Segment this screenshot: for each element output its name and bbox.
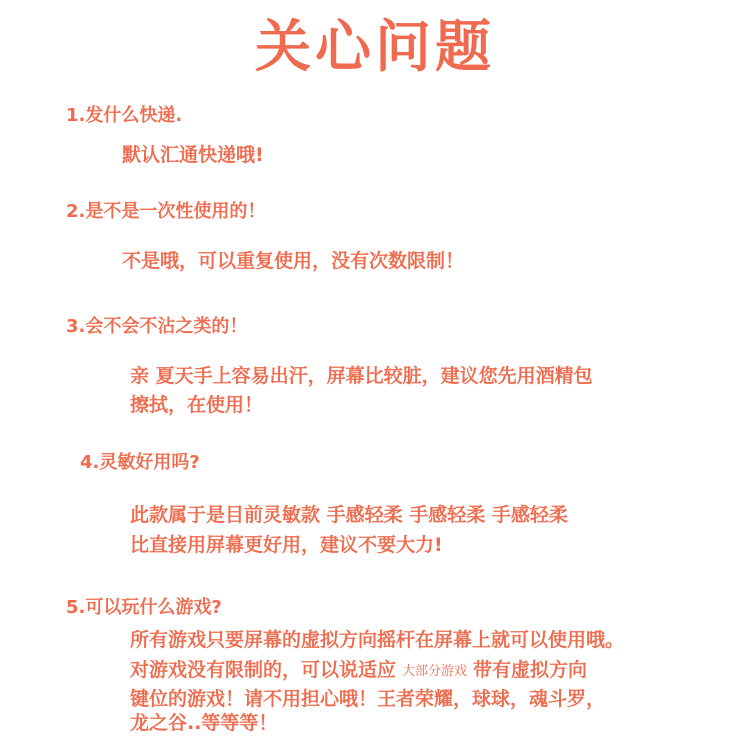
- answer-2: 不是哦，可以重复使用，没有次数限制！: [122, 250, 465, 272]
- question-3: 3.会不会不沾之类的！: [66, 316, 248, 337]
- answer-4-line-1: 此款属于是目前灵敏款 手感轻柔 手感轻柔 手感轻柔: [130, 504, 568, 526]
- page-title: 关心问题: [255, 15, 495, 80]
- answer-5-line-1: 所有游戏只要屏幕的虚拟方向摇杆在屏幕上就可以使用哦。: [130, 629, 625, 651]
- question-5: 5.可以玩什么游戏?: [66, 597, 222, 618]
- answer-5-line-4: 龙之谷..等等等！: [130, 712, 278, 734]
- question-4: 4.灵敏好用吗?: [80, 452, 200, 473]
- answer-3-line-2: 擦拭，在使用！: [130, 394, 264, 416]
- answer-5-line-3: 键位的游戏！请不用担心哦！王者荣耀，球球，魂斗罗，: [130, 688, 606, 710]
- answer-5-line-2-prefix: 对游戏没有限制的，可以说适应: [130, 659, 397, 681]
- answer-5-line-2-suffix: 带有虚拟方向: [473, 659, 588, 681]
- question-2: 2.是不是一次性使用的！: [66, 201, 266, 222]
- answer-4-line-2: 比直接用屏幕更好用，建议不要大力!: [130, 534, 443, 556]
- answer-5-line-2: [130, 655, 587, 687]
- answer-1: 默认汇通快递哦!: [122, 144, 264, 166]
- question-1: 1.发什么快递.: [66, 105, 183, 126]
- answer-3-line-1: 亲 夏天手上容易出汗，屏幕比较脏，建议您先用酒精包: [130, 365, 593, 387]
- answer-5-small-text: 大部分游戏: [402, 664, 468, 679]
